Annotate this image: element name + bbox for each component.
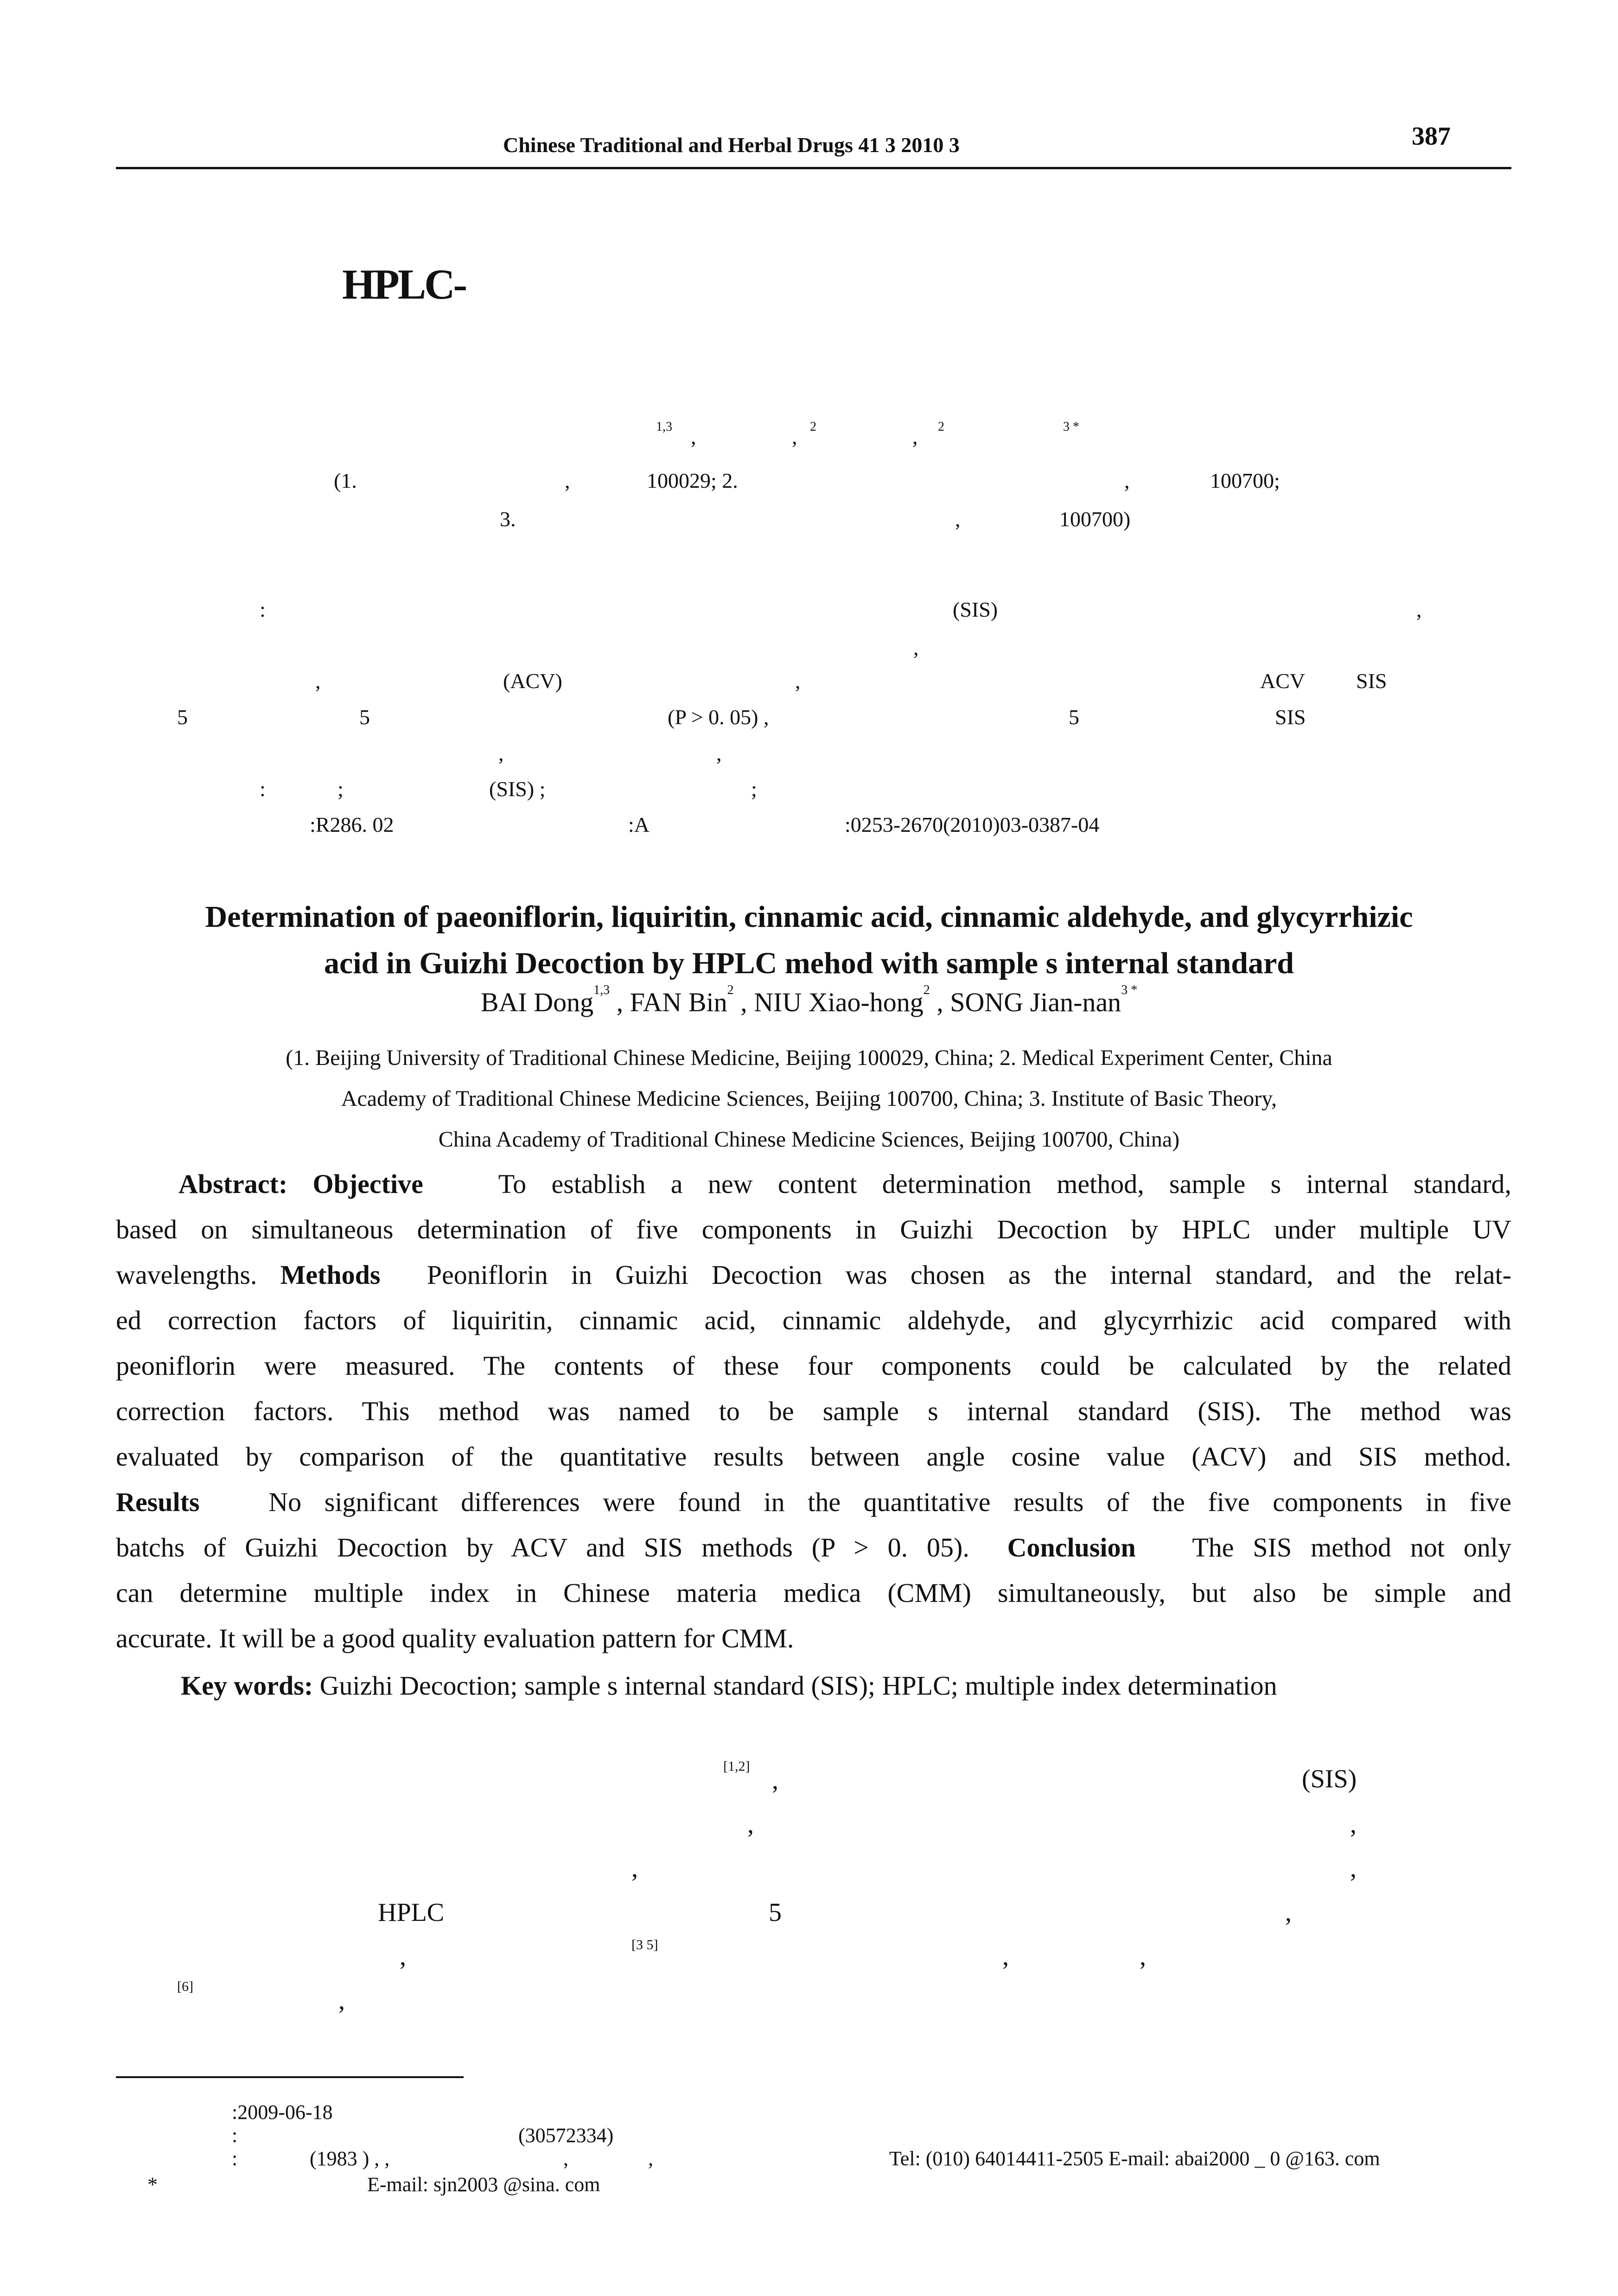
body-fragment: 5 xyxy=(769,1898,782,1927)
abs-fragment: , xyxy=(498,741,504,765)
results-label: Results xyxy=(116,1487,200,1517)
body-fragment: , xyxy=(1002,1942,1009,1971)
abs-fragment: 5 xyxy=(1069,705,1079,729)
clc-number: :R286. 02 xyxy=(310,813,394,836)
kw-fragment: : xyxy=(260,777,266,801)
aff-fragment: , xyxy=(565,469,570,492)
english-authors xyxy=(0,983,1618,1018)
abstract-line xyxy=(178,1168,1511,1199)
abs-fragment: 5 xyxy=(177,705,188,729)
abs-fragment: , xyxy=(1416,598,1422,621)
aff-fragment: , xyxy=(955,507,961,531)
citation: [6] xyxy=(177,1979,193,1994)
author-sup: 3 * xyxy=(1121,983,1138,997)
abstract-text: To establish a new content determination method, sample s internal standard, xyxy=(498,1169,1512,1199)
abstract-text: The SIS method not only xyxy=(1192,1532,1512,1563)
abstract-label: Abstract: xyxy=(178,1169,288,1199)
article-id: :0253-2670(2010)03-0387-04 xyxy=(845,813,1100,836)
abstract-line: based on simultaneous determination of five components in Guizhi Decoction by HPLC under multiple UV xyxy=(116,1214,1511,1244)
keywords-line xyxy=(181,1670,1511,1701)
author-name: BAI Dong xyxy=(480,987,594,1017)
kw-fragment: (SIS) ; xyxy=(489,777,546,801)
abstract-line: peoniflorin were measured. The contents of these four components could be calculated by the related xyxy=(116,1351,1511,1381)
header-rule xyxy=(116,167,1511,169)
abstract-text: Peoniflorin in Guizhi Decoction was chosen as the internal standard, and the relat- xyxy=(427,1260,1512,1290)
abs-fragment: 5 xyxy=(359,705,370,729)
body-fragment: , xyxy=(631,1854,638,1883)
abs-fragment: SIS xyxy=(1356,669,1387,693)
abstract-line xyxy=(116,1259,1511,1290)
corresponding-email: E-mail: sjn2003 @sina. com xyxy=(367,2173,600,2196)
body-fragment: , xyxy=(338,1986,345,2015)
aff-fragment: , xyxy=(1124,469,1130,492)
body-fragment: , xyxy=(1350,1854,1357,1883)
chinese-title: HPLC- xyxy=(342,261,466,308)
kw-fragment: ; xyxy=(751,777,757,801)
bio-year: (1983 ) , , xyxy=(310,2147,390,2170)
author-sup: 2 xyxy=(727,983,734,997)
footnote-rule xyxy=(116,2076,464,2078)
body-fragment: (SIS) xyxy=(1302,1765,1357,1793)
author-sup: 1,3 xyxy=(656,420,672,434)
citation: [3 5] xyxy=(631,1937,658,1952)
bio-contact: Tel: (010) 64014411-2505 E-mail: abai2000 _ 0 @163. com xyxy=(889,2147,1380,2170)
abstract-text: wavelengths. xyxy=(116,1260,257,1290)
fund-label: : xyxy=(232,2124,238,2147)
aff-fragment: 3. xyxy=(500,507,516,531)
abs-fragment: , xyxy=(315,669,321,693)
bio-label: : xyxy=(232,2147,238,2170)
body-fragment: , xyxy=(772,1766,778,1795)
english-affiliation-line: (1. Beijing University of Traditional Chinese Medicine, Beijing 100029, China; 2. Medical Experiment Center, China xyxy=(286,1046,1332,1070)
body-fragment: , xyxy=(1140,1942,1146,1971)
aff-fragment: 100700) xyxy=(1059,507,1131,531)
abstract-text: batchs of Guizhi Decoction by ACV and SIS methods (P > 0. 05). xyxy=(116,1532,969,1563)
kw-fragment: ; xyxy=(338,777,344,801)
objective-label: Objective xyxy=(312,1169,423,1199)
conclusion-label: Conclusion xyxy=(1007,1532,1136,1563)
author-name: , NIU Xiao-hong xyxy=(740,987,924,1017)
abs-fragment: (P > 0. 05) , xyxy=(668,705,769,729)
aff-fragment: 100029; 2. xyxy=(647,469,738,492)
abstract-line: can determine multiple index in Chinese materia medica (CMM) simultaneously, but also be simple and xyxy=(116,1578,1511,1608)
keywords-label: Key words: xyxy=(181,1671,313,1701)
body-fragment: , xyxy=(1350,1810,1357,1839)
keywords-text: Guizhi Decoction; sample s internal standard (SIS); HPLC; multiple index determination xyxy=(319,1671,1277,1701)
bio-fragment: , xyxy=(563,2147,568,2170)
received-date: :2009-06-18 xyxy=(232,2101,333,2124)
author-sup: 2 xyxy=(923,983,930,997)
citation: [1,2] xyxy=(723,1759,750,1774)
body-fragment: , xyxy=(400,1942,406,1971)
english-title-line-1: Determination of paeoniflorin, liquiritin, cinnamic acid, cinnamic aldehyde, and glycyrrhizic xyxy=(205,900,1413,934)
author-sep: , xyxy=(912,425,918,448)
abstract-line xyxy=(116,1486,1511,1518)
abs-fragment: , xyxy=(716,741,722,765)
journal-header: Chinese Traditional and Herbal Drugs 41 3 2010 3 xyxy=(503,133,960,157)
abs-fragment: , xyxy=(795,669,801,693)
abs-fragment: (SIS) xyxy=(953,598,998,621)
abstract-line: evaluated by comparison of the quantitative results between angle cosine value (ACV) and SIS method. xyxy=(116,1441,1511,1472)
abs-fragment: (ACV) xyxy=(503,669,562,693)
abstract-line: correction factors. This method was named to be sample s internal standard (SIS). The method was xyxy=(116,1396,1511,1426)
aff-fragment: 100700; xyxy=(1210,469,1280,492)
author-sup: 3 * xyxy=(1063,420,1079,434)
english-title-line-2: acid in Guizhi Decoction by HPLC mehod with sample s internal standard xyxy=(324,946,1294,980)
author-sup: 1,3 xyxy=(593,983,610,997)
author-sup: 2 xyxy=(810,420,816,434)
abs-fragment: , xyxy=(913,636,919,659)
abstract-line: accurate. It will be a good quality evaluation pattern for CMM. xyxy=(116,1623,794,1653)
methods-label: Methods xyxy=(280,1260,381,1290)
author-name: , SONG Jian-nan xyxy=(936,987,1121,1017)
author-name: , FAN Bin xyxy=(616,987,727,1017)
bio-fragment: , xyxy=(648,2147,653,2170)
abstract-line xyxy=(116,1532,1511,1563)
abs-fragment: ACV xyxy=(1260,669,1306,693)
page-number: 387 xyxy=(1412,122,1451,151)
author-sup: 2 xyxy=(938,420,944,434)
body-fragment: , xyxy=(747,1810,754,1839)
corresponding-mark: * xyxy=(147,2173,158,2196)
fund-number: (30572334) xyxy=(518,2124,614,2147)
document-code: :A xyxy=(628,813,650,836)
abstract-line: ed correction factors of liquiritin, cinnamic acid, cinnamic aldehyde, and glycyrrhizic acid compared with xyxy=(116,1305,1511,1335)
body-fragment: HPLC xyxy=(378,1898,445,1927)
abs-fragment: SIS xyxy=(1275,705,1306,729)
aff-fragment: (1. xyxy=(334,469,357,492)
body-fragment: , xyxy=(1285,1898,1292,1927)
english-affiliation-line: Academy of Traditional Chinese Medicine Sciences, Beijing 100700, China; 3. Institute of Basic Theory, xyxy=(341,1086,1277,1111)
abstract-text: No significant differences were found in the quantitative results of the five components in five xyxy=(268,1487,1512,1517)
author-sep: , xyxy=(792,425,797,448)
abs-fragment: : xyxy=(260,598,266,621)
author-sep: , xyxy=(691,425,696,448)
english-affiliation-line: China Academy of Traditional Chinese Medicine Sciences, Beijing 100700, China) xyxy=(438,1127,1180,1152)
